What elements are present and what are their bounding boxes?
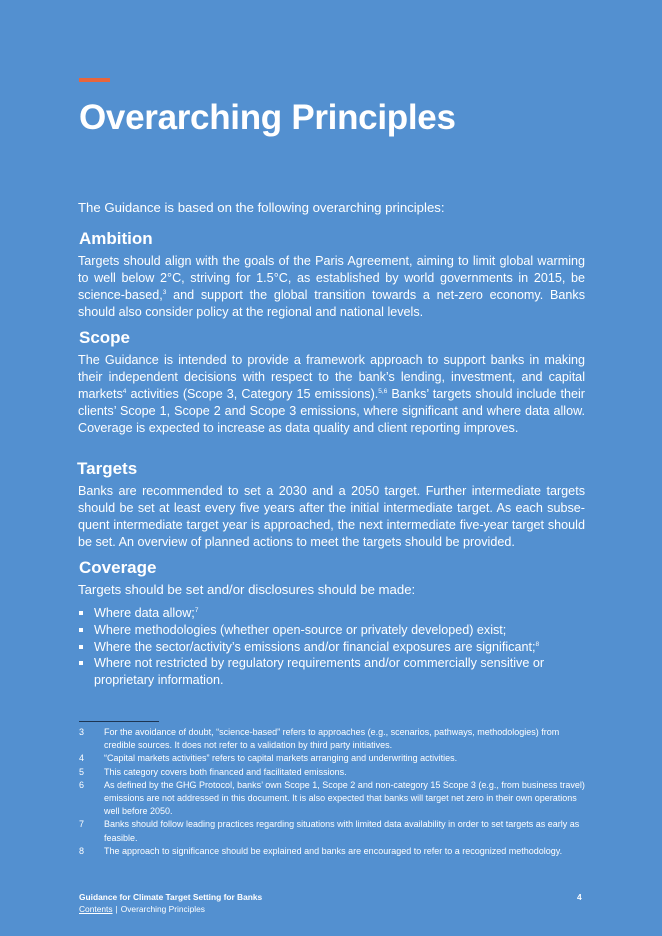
section-coverage (78, 558, 585, 689)
footnote: 6 As defined by the GHG Protocol, banks’ own Scope 1, Scope 2 and non-category 15 Scope 3 (e.g., from business travel) emissions are not addressed in this document. It is also expected that banks will target net zero in their own operations well before 2050. (79, 779, 585, 817)
bullet-icon (79, 611, 83, 615)
contents-link[interactable]: Contents (79, 904, 113, 914)
list-item: Where not restricted by regulatory requirements and/or commercially sensitive or proprietary information. (78, 655, 585, 689)
section-body: Targets should be set and/or disclosures should be made: (78, 582, 416, 597)
footnote: 8 The approach to significance should be explained and banks are encouraged to refer to a recognized methodology. (79, 845, 563, 856)
section-body: Targets should align with the goals of the Paris Agreement, aiming to limit global warming to well below 2°C, striving for 1.5°C, as established by world governments in 2015, be science-based,$^3$ and support the global transition towards a net-zero economy. Banks should also consider policy at the regional and national levels. (78, 254, 585, 319)
breadcrumb-current: Overarching Principles (120, 904, 205, 914)
bullet-icon (79, 645, 83, 649)
page-title: Overarching Principles (79, 98, 456, 137)
footnote-ref[interactable]: 5,6 (378, 387, 388, 395)
footnotes (79, 726, 587, 858)
section-body: Banks are recommended to set a 2030 and a 2050 target. Further intermediate targets should be set at least every five years after the initial intermediate target. As each subsequent intermediate target year is approached, the next intermediate five-year target should be set. An overview of planned actions to meet the targets should be provided. (78, 484, 585, 549)
section-targets (76, 459, 585, 551)
section-scope (78, 328, 585, 437)
page-number: 4 (577, 892, 582, 902)
footnote-ref[interactable]: 7 (194, 606, 199, 614)
bullet-icon (79, 628, 83, 632)
section-heading: Ambition (79, 229, 153, 248)
intro-text: The Guidance is based on the following overarching principles: (78, 200, 445, 215)
section-heading: Coverage (79, 558, 157, 577)
footnote-ref[interactable]: 4 (122, 387, 127, 395)
footnote: 7 Banks should follow leading practices regarding situations with limited data availability in order to set targets as early as feasible. (79, 819, 580, 843)
list-item: Where methodologies (whether open-source or privately developed) exist; (78, 622, 585, 639)
section-body: The Guidance is intended to provide a framework approach to support banks in making their independent decisions with respect to the bank’s lending, investment, and capital markets$^4$ activities (Scope 3, Category 15 emissions).$^{5,6}$ Banks’ targets should include their clients’ Scope 1, Scope 2 and Scope 3 emissions, where significant and where data allow. Coverage is expected to increase as data quality and client reporting improves. (78, 353, 585, 435)
list-item: Where the sector/activity’s emissions and/or financial exposures are significant;$^8$ (78, 639, 585, 656)
breadcrumb-separator: | (115, 904, 118, 914)
section-heading: Targets (77, 459, 138, 478)
title-accent-bar (79, 78, 110, 82)
bullet-icon (79, 661, 83, 665)
footnote-divider (79, 721, 159, 722)
footnote-ref[interactable]: 3 (162, 288, 167, 296)
section-heading: Scope (79, 328, 131, 347)
footer-document-title: Guidance for Climate Target Setting for Banks (79, 892, 263, 902)
footnote: 3 For the avoidance of doubt, “science-based” refers to approaches (e.g., scenarios, pathways, methodologies) from credible sources. It does not refer to a validation by third party initiatives. (79, 727, 560, 751)
footnote-ref[interactable]: 8 (535, 640, 540, 648)
breadcrumb (79, 904, 205, 914)
coverage-list (78, 605, 585, 689)
section-ambition (78, 229, 585, 321)
footnote: 5 This category covers both financed and facilitated emissions. (79, 766, 347, 777)
footnote: 4 “Capital markets activities” refers to capital markets arranging and underwriting activities. (79, 753, 458, 764)
list-item: Where data allow;$^7$ (78, 605, 585, 622)
